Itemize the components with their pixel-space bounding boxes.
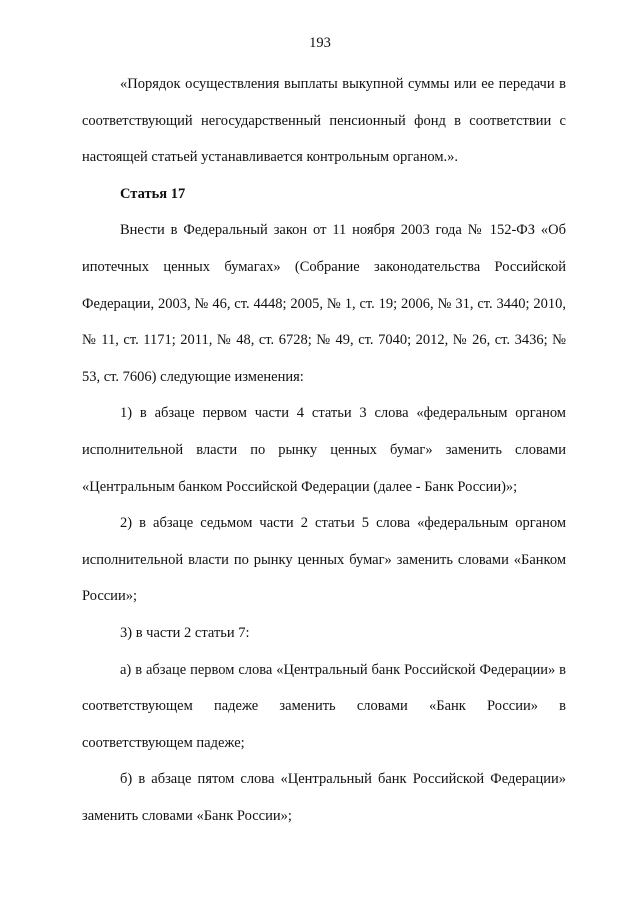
paragraph-amendment-intro: Внести в Федеральный закон от 11 ноября 2003 года № 152-ФЗ «Об ипотечных ценных бумагах» (Собрание законодательства Российской Федерации, 2003, № 46, ст. 4448; 2005, № 1, ст. 19; 2006, № 31, ст. 3440; 2010, № 11, ст. 1171; 2011, № 48, ст. 6728; № 49, ст. 7040; 2012, № 26, ст. 3436; № 53, ст. 7606) следующие изменения: xyxy=(82,222,566,385)
paragraph-closing-quote: «Порядок осуществления выплаты выкупной суммы или ее передачи в соответствующий негосударственный пенсионный фонд в соответствии с настоящей статьей устанавливается контрольным органом.». xyxy=(82,76,566,166)
document-body xyxy=(82,66,566,834)
page-number: 193 xyxy=(309,35,331,51)
paragraph-item-3: 3) в части 2 статьи 7: xyxy=(120,624,250,641)
paragraph-subitem-b: б) в абзаце пятом слова «Центральный банк Российской Федерации» заменить словами «Банк России»; xyxy=(82,771,566,824)
paragraph-item-2: 2) в абзаце седьмом части 2 статьи 5 слова «федеральным органом исполнительной власти по рынку ценных бумаг» заменить словами «Банком России»; xyxy=(82,515,566,605)
article-heading: Статья 17 xyxy=(120,185,186,202)
paragraph-item-1: 1) в абзаце первом части 4 статьи 3 слова «федеральным органом исполнительной власти по рынку ценных бумаг» заменить словами «Центральным банком Российской Федерации (далее - Банк России)»; xyxy=(82,405,566,495)
paragraph-subitem-a: а) в абзаце первом слова «Центральный банк Российской Федерации» в соответствующем падеже заменить словами «Банк России» в соответствующем падеже; xyxy=(82,661,566,751)
